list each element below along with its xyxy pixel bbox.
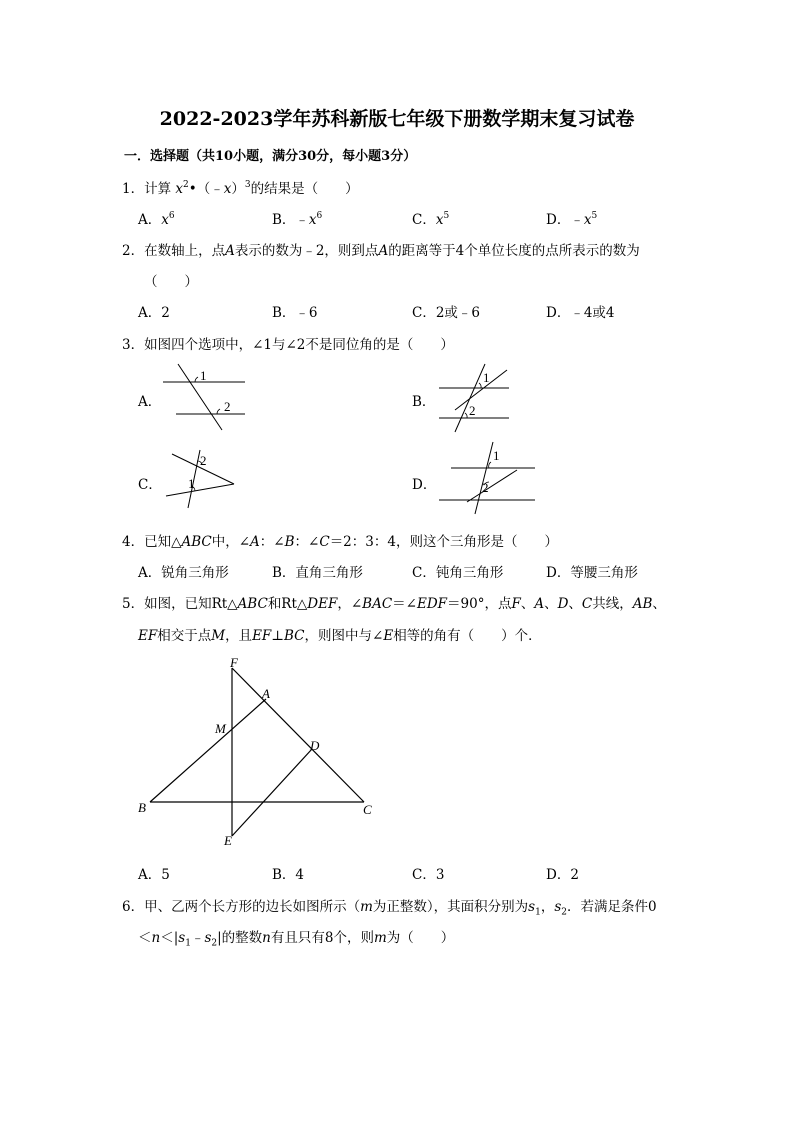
- angle-1-label: 1: [493, 448, 500, 463]
- q4-option-b: B．直角三角形: [272, 565, 363, 581]
- q2-option-b: B．﹣6: [272, 305, 318, 321]
- q5-option-c: C．3: [412, 867, 445, 883]
- q3-figure-b: [437, 362, 512, 434]
- question-6-line2: $<n<|s_1﹣s_2|$的整数n有且只有8个，则m为（ ）: [138, 930, 455, 949]
- point-f-label: F: [230, 655, 238, 670]
- question-2-line2: （ ）: [144, 274, 198, 290]
- point-m-label: M: [215, 721, 226, 736]
- page-title: 2022-2023学年苏科新版七年级下册数学期末复习试卷: [159, 108, 635, 130]
- q1-option-c: C．$x^5$: [412, 211, 450, 228]
- q5-option-a: A．5: [138, 867, 170, 883]
- angle-2-label: 2: [482, 480, 489, 495]
- point-a-label: A: [262, 686, 270, 701]
- q1-option-b: B．$﹣x^6$: [272, 211, 323, 228]
- angle-2-label: 2: [469, 403, 476, 418]
- q3-option-a-label: A．: [138, 394, 162, 410]
- q3-option-c-label: C．: [138, 477, 162, 493]
- q4-option-c: C．钝角三角形: [412, 565, 504, 581]
- q4-option-d: D．等腰三角形: [546, 565, 638, 581]
- q3-option-d-label: D．: [412, 477, 437, 493]
- question-5-line1: 5．如图，已知Rt△ABC和Rt△DEF，∠BAC＝∠EDF＝90°，点F、A、D、C共线，AB、: [122, 596, 666, 612]
- question-2: 2．在数轴上，点A表示的数为﹣2，则到点A的距离等于4个单位长度的点所表示的数为: [122, 243, 640, 259]
- angle-1-label: 1: [200, 368, 207, 383]
- angle-2-label: 2: [200, 453, 207, 468]
- angle-1-label: 1: [483, 370, 490, 385]
- question-4: 4．已知△ABC中，∠A：∠B：∠C＝2：3：4，则这个三角形是（ ）: [122, 534, 558, 550]
- q5-option-b: B．4: [272, 867, 305, 883]
- q3-figure-d: [437, 440, 537, 516]
- point-e-label: E: [224, 833, 232, 848]
- point-c-label: C: [363, 802, 372, 817]
- point-d-label: D: [310, 738, 320, 753]
- q3-figure-c: [160, 448, 240, 510]
- q2-option-c: C．2或﹣6: [412, 305, 481, 321]
- angle-1-label: 1: [188, 476, 195, 491]
- angle-2-label: 2: [224, 399, 231, 414]
- q1-option-a: A．$x^6$: [138, 211, 175, 228]
- q1-option-d: D．$﹣x^5$: [546, 211, 598, 228]
- q5-triangle-figure: [136, 652, 381, 847]
- section-heading: 一．选择题（共10小题，满分30分，每小题3分）: [124, 149, 417, 164]
- q2-option-a: A．2: [138, 305, 170, 321]
- question-6-line1: 6．甲、乙两个长方形的边长如图所示（m为正整数），其面积分别为$s_1$，$s_2$．若满足条件0: [122, 899, 657, 918]
- question-3: 3．如图四个选项中，∠1与∠2不是同位角的是（ ）: [122, 337, 454, 353]
- q5-option-d: D．2: [546, 867, 579, 883]
- question-5-line2: EF相交于点M，且EF⊥BC，则图中与∠E相等的角有（ ）个．: [138, 628, 542, 644]
- point-b-label: B: [138, 800, 146, 815]
- q3-figure-a: [160, 360, 250, 432]
- q4-option-a: A．锐角三角形: [138, 565, 229, 581]
- q2-option-d: D．﹣4或4: [546, 305, 615, 321]
- q3-option-b-label: B．: [412, 394, 436, 410]
- question-1: 1．计算 $x^2•(﹣x)^3$的结果是（ ）: [122, 180, 359, 197]
